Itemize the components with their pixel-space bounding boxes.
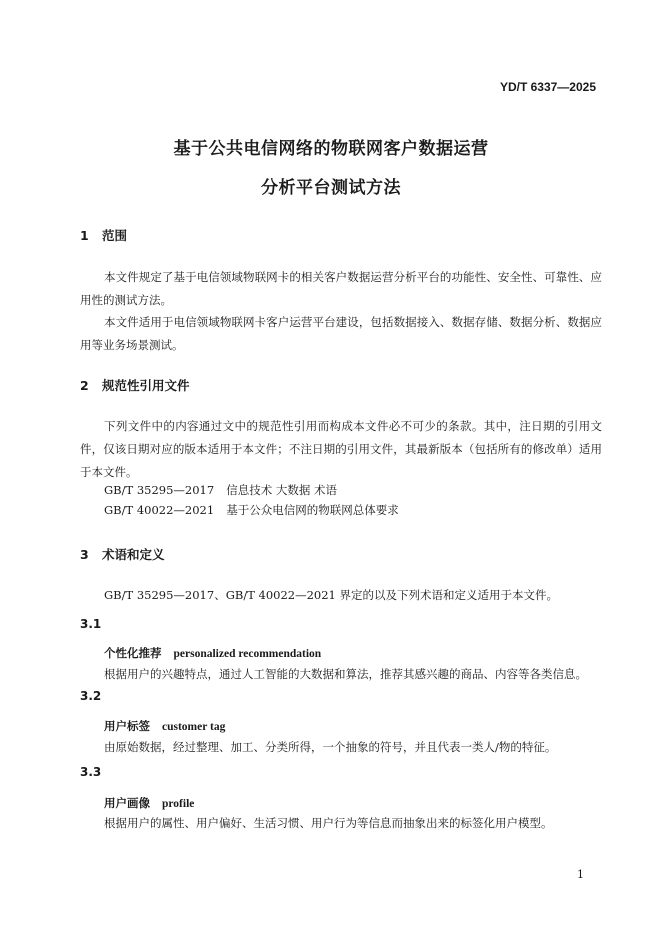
reference-code: GB/T 40022—2021 — [104, 503, 215, 517]
document-title-line-2: 分析平台测试方法 — [261, 178, 401, 198]
document-title-line-1: 基于公共电信网络的物联网客户数据运营 — [173, 139, 489, 159]
references-paragraph: 下列文件中的内容通过文中的规范性引用而构成本文件必不可少的条款。其中，注日期的引用文件，仅该日期对应的版本适用于本文件；不注日期的引用文件，其最新版本（包括所有的修改单）适用于本文件。 — [80, 419, 602, 479]
term-name-zh: 个性化推荐 — [104, 646, 162, 660]
term-name-en: customer tag — [162, 721, 226, 733]
term-number: 3.3 — [80, 765, 102, 779]
reference-title: 基于公众电信网的物联网总体要求 — [226, 503, 399, 517]
term-name — [104, 795, 194, 811]
reference-item — [104, 502, 399, 518]
section-title: 范围 — [102, 228, 128, 243]
reference-title: 信息技术 大数据 术语 — [226, 483, 338, 497]
scope-paragraph-1: 本文件规定了基于电信领域物联网卡的相关客户数据运营分析平台的功能性、安全性、可靠性、应用性的测试方法。 — [80, 270, 602, 307]
section-heading-terms-and-definitions — [80, 545, 165, 563]
section-title: 规范性引用文件 — [102, 378, 190, 393]
standard-code: YD/T 6337—2025 — [499, 80, 596, 94]
term-name — [104, 718, 225, 734]
terms-intro-paragraph: GB/T 35295—2017、GB/T 40022—2021 界定的以及下列术语和定义适用于本文件。 — [104, 588, 559, 602]
term-name-zh: 用户标签 — [104, 719, 150, 733]
section-number: 3 — [80, 547, 89, 562]
scope-paragraph-2: 本文件适用于电信领域物联网卡客户运营平台建设，包括数据接入、数据存储、数据分析、数据应用等业务场景测试。 — [80, 315, 602, 352]
section-number: 1 — [80, 228, 89, 243]
term-name-zh: 用户画像 — [104, 796, 150, 810]
page-number: 1 — [577, 868, 584, 881]
reference-code: GB/T 35295—2017 — [104, 483, 215, 497]
term-definition: 根据用户的兴趣特点，通过人工智能的大数据和算法，推荐其感兴趣的商品、内容等各类信息。 — [104, 667, 587, 681]
reference-item — [104, 482, 337, 498]
term-definition: 根据用户的属性、用户偏好、生活习惯、用户行为等信息而抽象出来的标签化用户模型。 — [104, 816, 553, 830]
term-name — [104, 645, 321, 661]
section-title: 术语和定义 — [102, 547, 165, 562]
section-heading-scope — [80, 226, 127, 244]
term-definition: 由原始数据，经过整理、加工、分类所得，一个抽象的符号，并且代表一类人/物的特征。 — [104, 740, 557, 754]
section-heading-normative-references — [80, 376, 190, 394]
term-number: 3.2 — [80, 689, 102, 703]
term-number: 3.1 — [80, 617, 102, 631]
term-name-en: profile — [162, 798, 195, 810]
section-number: 2 — [80, 378, 89, 393]
term-name-en: personalized recommendation — [173, 648, 322, 660]
